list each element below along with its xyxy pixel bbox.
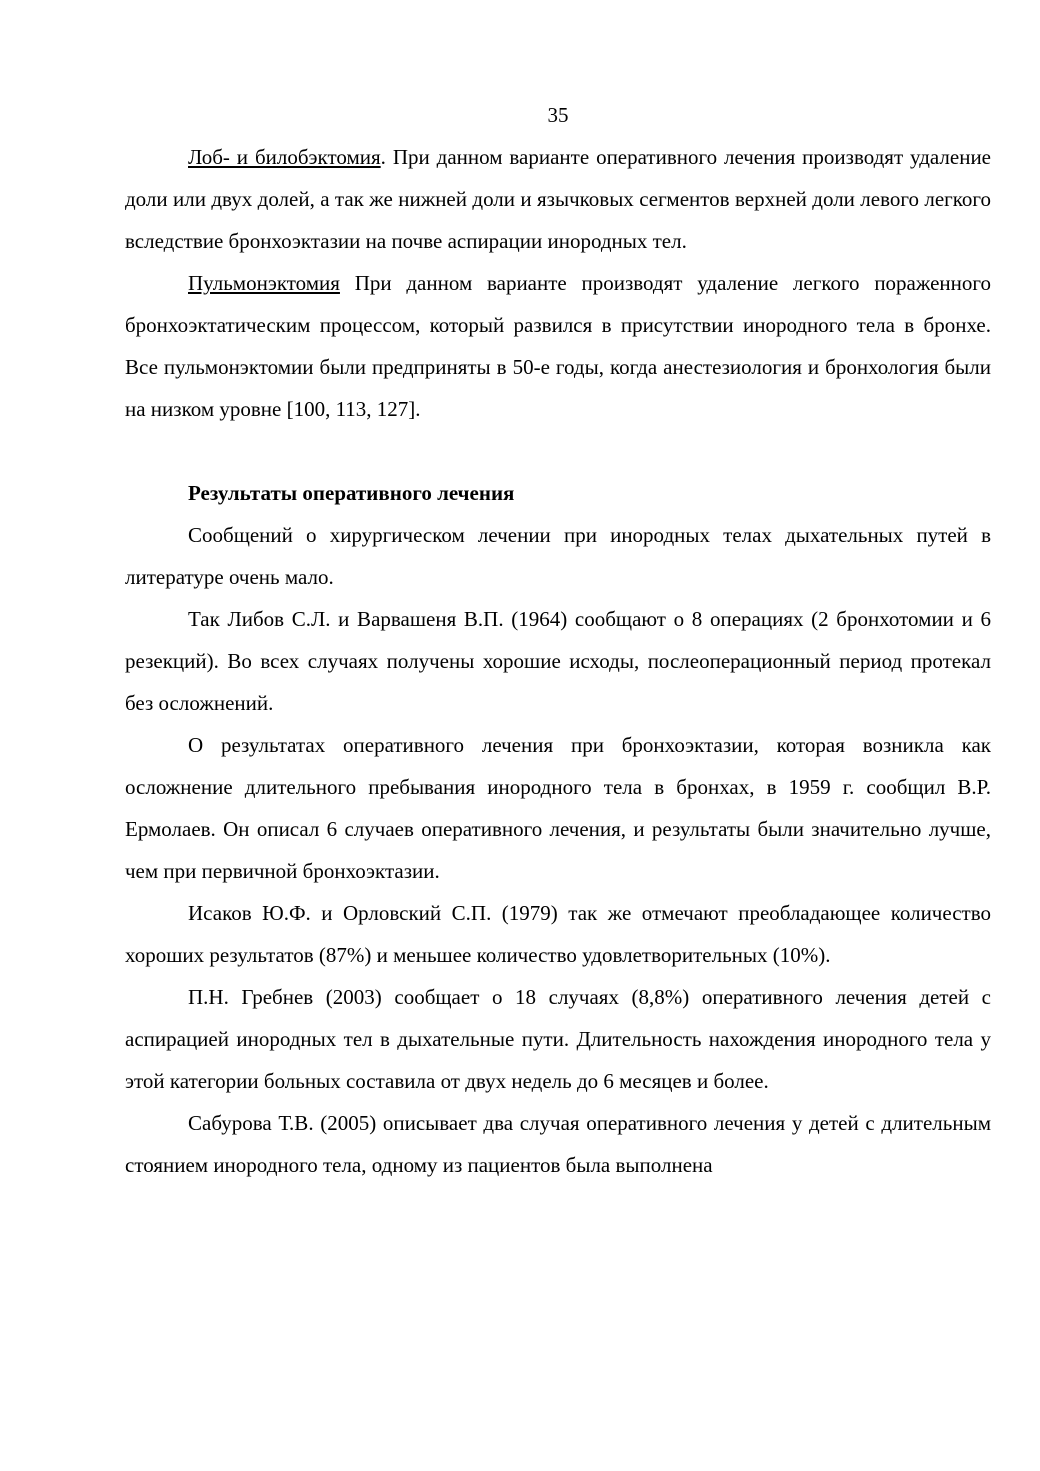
term-pneumonectomy: Пульмонэктомия [188, 271, 340, 295]
spacer [125, 430, 991, 472]
paragraph: П.Н. Гребнев (2003) сообщает о 18 случаях (8,8%) оперативного лечения детей с аспирацией инородных тел в дыхательные пути. Длительность нахождения инородного тела у этой категории больных составила от двух недель до 6 месяцев и более. [125, 985, 991, 1093]
term-lobectomy: Лоб- и билобэктомия [188, 145, 381, 169]
paragraph-pneumonectomy [125, 262, 991, 430]
paragraph: Исаков Ю.Ф. и Орловский С.П. (1979) так же отмечают преобладающее количество хороших результатов (87%) и меньшее количество удовлетворительных (10%). [125, 901, 991, 967]
paragraph-text: . При данном варианте оперативного лечения производят удаление доли или двух долей, а так же нижней доли и язычковых сегментов верхней доли левого легкого вследствие бронхоэктазии на почве аспирации инородных тел. [125, 145, 991, 253]
document-body [125, 136, 991, 1186]
paragraph-text: При данном варианте производят удаление легкого пораженного бронхоэктатическим процессом, который развился в присутствии инородного тела в бронхе. Все пульмонэктомии были предприняты в 50-е годы, когда анестезиология и бронхология были на низком уровне [100, 113, 127]. [125, 271, 991, 421]
section-heading: Результаты оперативного лечения [188, 481, 515, 505]
paragraph: О результатах оперативного лечения при бронхоэктазии, которая возникла как осложнение длительного пребывания инородного тела в бронхах, в 1959 г. сообщил В.Р. Ермолаев. Он описал 6 случаев оперативного лечения, и результаты были значительно лучше, чем при первичной бронхоэктазии. [125, 733, 991, 883]
page-number: 35 [547, 103, 569, 127]
paragraph: Так Либов С.Л. и Варвашеня В.П. (1964) сообщают о 8 операциях (2 бронхотомии и 6 резекций). Во всех случаях получены хорошие исходы, послеоперационный период протекал без осложнений. [125, 607, 991, 715]
paragraph-last: Сабурова Т.В. (2005) описывает два случая оперативного лечения у детей с длительным стоянием инородного тела, одному из пациентов была выполнена [125, 1111, 991, 1177]
paragraph-lobectomy [125, 136, 991, 262]
paragraph: Сообщений о хирургическом лечении при инородных телах дыхательных путей в литературе очень мало. [125, 523, 991, 589]
